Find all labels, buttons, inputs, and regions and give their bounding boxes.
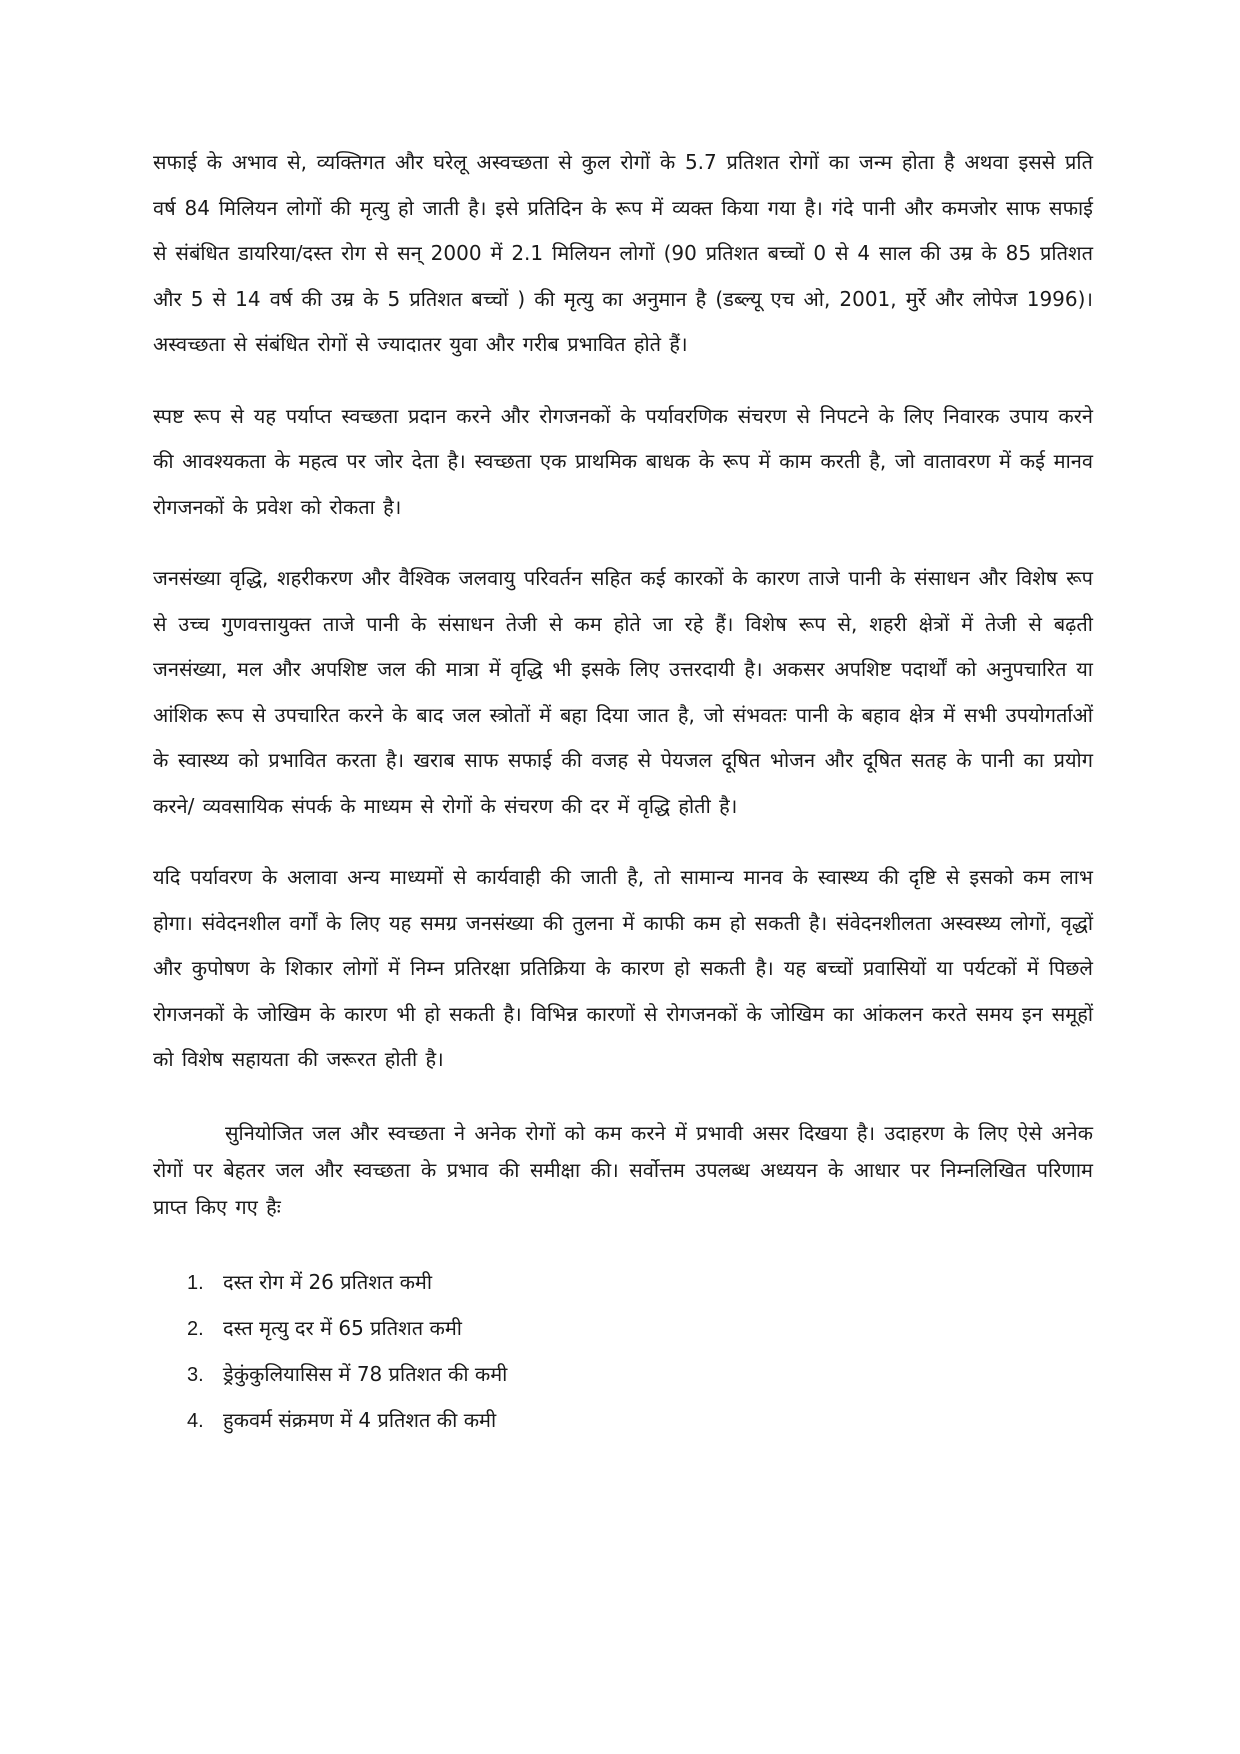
- list-item-text: दस्त रोग में 26 प्रतिशत कमी: [223, 1269, 433, 1294]
- list-item-text: ड्रेकुंकुलियासिस में 78 प्रतिशत की कमी: [223, 1361, 508, 1386]
- list-item-text: हुकवर्म संक्रमण में 4 प्रतिशत की कमी: [223, 1407, 497, 1432]
- list-item-number: 3.: [187, 1363, 204, 1386]
- list-item-number: 4.: [187, 1409, 204, 1432]
- paragraph-sanitation-barrier: स्पष्ट रूप से यह पर्याप्त स्वच्छता प्रदान करने और रोगजनकों के पर्यावरणिक संचरण से निपटने के लिए निवारक उपाय करने की आवश्यकता के महत्व पर जोर देता है। स्वच्छता एक प्राथमिक बाधक के रूप में काम करती है, जो वातावरण में कई मानव रोगजनकों के प्रवेश को रोकता है।: [153, 403, 1093, 519]
- paragraph-vulnerable-groups: यदि पर्यावरण के अलावा अन्य माध्यमों से कार्यवाही की जाती है, तो सामान्य मानव के स्वास्थ्य की दृष्टि से इसको कम लाभ होगा। संवेदनशील वर्गों के लिए यह समग्र जनसंख्या की तुलना में काफी कम हो सकती है। संवेदनशीलता अस्वस्थ्य लोगों, वृद्धों और कुपोषण के शिकार लोगों में निम्न प्रतिरक्षा प्रतिक्रिया के कारण हो सकती है। यह बच्चों प्रवासियों या पर्यटकों में पिछले रोगजनकों के जोखिम के कारण भी हो सकती है। विभिन्न कारणों से रोगजनकों के जोखिम का आंकलन करते समय इन समूहों को विशेष सहायता की जरूरत होती है।: [153, 865, 1093, 1071]
- list-item: [187, 1352, 1093, 1398]
- list-item: [187, 1260, 1093, 1306]
- paragraph-disease-burden: सफाई के अभाव से, व्यक्तिगत और घरेलू अस्वच्छता से कुल रोगों के 5.7 प्रतिशत रोगों का जन्म होता है अथवा इससे प्रति वर्ष 84 मिलियन लोगों की मृत्यु हो जाती है। इसे प्रतिदिन के रूप में व्यक्त किया गया है। गंदे पानी और कमजोर साफ सफाई से संबंधित डायरिया/दस्त रोग से सन् 2000 में 2.1 मिलियन लोगों (90 प्रतिशत बच्चों 0 से 4 साल की उम्र के 85 प्रतिशत और 5 से 14 वर्ष की उम्र के 5 प्रतिशत बच्चों ) की मृत्यु का अनुमान है (डब्ल्यू एच ओ, 2001, मुर्रे और लोपेज 1996)। अस्वच्छता से संबंधित रोगों से ज्यादातर युवा और गरीब प्रभावित होते हैं।: [153, 150, 1093, 356]
- list-item: [187, 1398, 1093, 1444]
- list-item-text: दस्त मृत्यु दर में 65 प्रतिशत कमी: [223, 1315, 462, 1340]
- document-page: [153, 140, 1093, 1444]
- list-item-number: 1.: [187, 1271, 204, 1294]
- paragraph-study-results-intro: सुनियोजित जल और स्वच्छता ने अनेक रोगों को कम करने में प्रभावी असर दिखया है। उदाहरण के लिए ऐसे अनेक रोगों पर बेहतर जल और स्वच्छता के प्रभाव की समीक्षा की। सर्वोत्तम उपलब्ध अध्ययन के आधार पर निम्नलिखित परिणाम प्राप्त किए गए हैः: [153, 1120, 1093, 1219]
- results-list: [153, 1260, 1093, 1444]
- list-item-number: 2.: [187, 1317, 204, 1340]
- paragraph-freshwater-resources: जनसंख्या वृद्धि, शहरीकरण और वैश्विक जलवायु परिवर्तन सहित कई कारकों के कारण ताजे पानी के संसाधन और विशेष रूप से उच्च गुणवत्तायुक्त ताजे पानी के संसाधन तेजी से कम होते जा रहे हैं। विशेष रूप से, शहरी क्षेत्रों में तेजी से बढ़ती जनसंख्या, मल और अपशिष्ट जल की मात्रा में वृद्धि भी इसके लिए उत्तरदायी है। अकसर अपशिष्ट पदार्थों को अनुपचारित या आंशिक रूप से उपचारित करने के बाद जल स्त्रोतों में बहा दिया जात है, जो संभवतः पानी के बहाव क्षेत्र में सभी उपयोगर्ताओं के स्वास्थ्य को प्रभावित करता है। खराब साफ सफाई की वजह से पेयजल दूषित भोजन और दूषित सतह के पानी का प्रयोग करने/ व्यवसायिक संपर्क के माध्यम से रोगों के संचरण की दर में वृद्धि होती है।: [153, 566, 1093, 818]
- list-item: [187, 1306, 1093, 1352]
